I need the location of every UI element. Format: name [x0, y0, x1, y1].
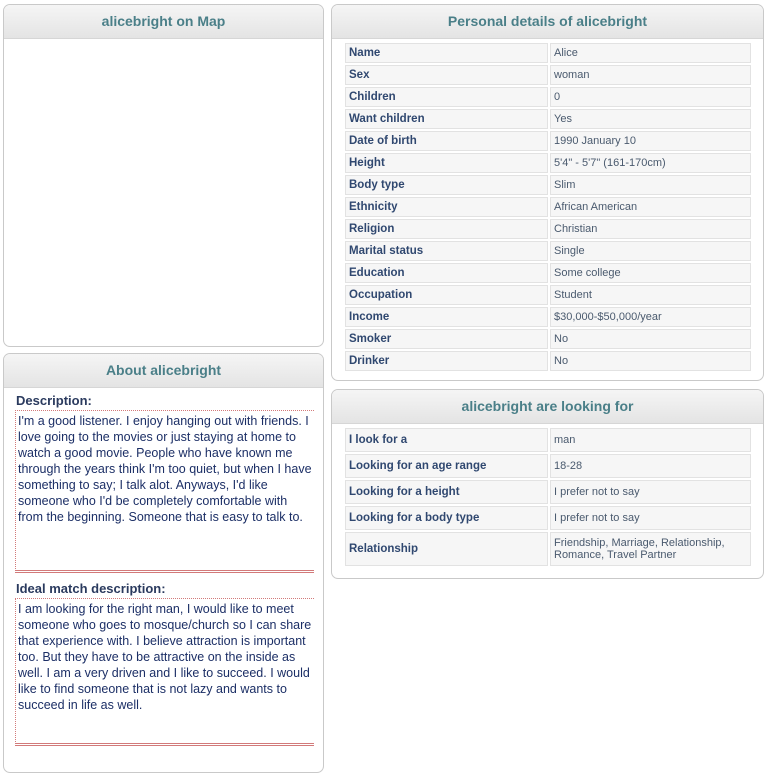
row-value: I prefer not to say	[550, 480, 751, 504]
table-row	[345, 219, 751, 239]
row-value: Christian	[550, 219, 751, 239]
table-row	[345, 153, 751, 173]
row-label: Name	[345, 43, 548, 63]
row-value: No	[550, 351, 751, 371]
row-value: African American	[550, 197, 751, 217]
row-value: Some college	[550, 263, 751, 283]
row-value: Slim	[550, 175, 751, 195]
row-label: Body type	[345, 175, 548, 195]
row-label: Smoker	[345, 329, 548, 349]
row-label: Marital status	[345, 241, 548, 261]
row-label: Occupation	[345, 285, 548, 305]
row-value: I prefer not to say	[550, 506, 751, 530]
table-row	[345, 109, 751, 129]
table-row	[345, 307, 751, 327]
description-label: Description:	[16, 393, 92, 408]
ideal-match-label: Ideal match description:	[16, 581, 166, 596]
table-row	[345, 454, 751, 478]
table-row	[345, 480, 751, 504]
map-area[interactable]	[4, 39, 323, 347]
personal-details-table	[343, 41, 753, 373]
row-label: I look for a	[345, 428, 548, 452]
table-row	[345, 87, 751, 107]
map-panel-title: alicebright on Map	[4, 5, 323, 39]
row-value: Yes	[550, 109, 751, 129]
row-value: man	[550, 428, 751, 452]
table-row	[345, 329, 751, 349]
table-row	[345, 351, 751, 371]
row-label: Relationship	[345, 532, 548, 566]
table-row	[345, 428, 751, 452]
row-label: Ethnicity	[345, 197, 548, 217]
row-value: woman	[550, 65, 751, 85]
row-label: Looking for a height	[345, 480, 548, 504]
row-value: 1990 January 10	[550, 131, 751, 151]
table-row	[345, 197, 751, 217]
row-label: Looking for a body type	[345, 506, 548, 530]
row-label: Height	[345, 153, 548, 173]
personal-details-title: Personal details of alicebright	[332, 5, 763, 39]
table-row	[345, 65, 751, 85]
row-label: Want children	[345, 109, 548, 129]
row-label: Income	[345, 307, 548, 327]
row-value: 5'4" - 5'7" (161-170cm)	[550, 153, 751, 173]
table-row	[345, 131, 751, 151]
row-value: 18-28	[550, 454, 751, 478]
row-label: Religion	[345, 219, 548, 239]
personal-details-panel	[331, 4, 764, 381]
about-panel-title: About alicebright	[4, 354, 323, 388]
row-label: Date of birth	[345, 131, 548, 151]
row-label: Sex	[345, 65, 548, 85]
description-text: I'm a good listener. I enjoy hanging out with friends. I love going to the movies or just staying at home to watch a good movie. People who have known me through the years think I'm too quiet, but when I have something to say; I talk alot. Anyways, I'd like someone who I'd be completely comfortable with from the beginning. Someone that is easy to talk to.	[15, 410, 314, 573]
row-value: $30,000-$50,000/year	[550, 307, 751, 327]
table-row	[345, 532, 751, 566]
looking-for-panel	[331, 389, 764, 579]
table-row	[345, 241, 751, 261]
map-panel	[3, 4, 324, 347]
table-row	[345, 43, 751, 63]
row-value: Single	[550, 241, 751, 261]
about-panel	[3, 353, 324, 773]
row-label: Drinker	[345, 351, 548, 371]
table-row	[345, 263, 751, 283]
row-value: 0	[550, 87, 751, 107]
table-row	[345, 285, 751, 305]
row-value: No	[550, 329, 751, 349]
row-label: Looking for an age range	[345, 454, 548, 478]
table-row	[345, 506, 751, 530]
ideal-match-text: I am looking for the right man, I would like to meet someone who goes to mosque/church so I can share that experience with. I believe attraction is important too. But they have to be attractive on the inside as well. I am a very driven and I like to succeed. I would like to find someone that is not lazy and wants to succeed in life as well.	[15, 598, 314, 746]
table-row	[345, 175, 751, 195]
looking-for-table	[343, 426, 753, 568]
row-label: Children	[345, 87, 548, 107]
row-value: Student	[550, 285, 751, 305]
row-value: Friendship, Marriage, Relationship, Romance, Travel Partner	[550, 532, 751, 566]
row-label: Education	[345, 263, 548, 283]
looking-for-title: alicebright are looking for	[332, 390, 763, 424]
row-value: Alice	[550, 43, 751, 63]
